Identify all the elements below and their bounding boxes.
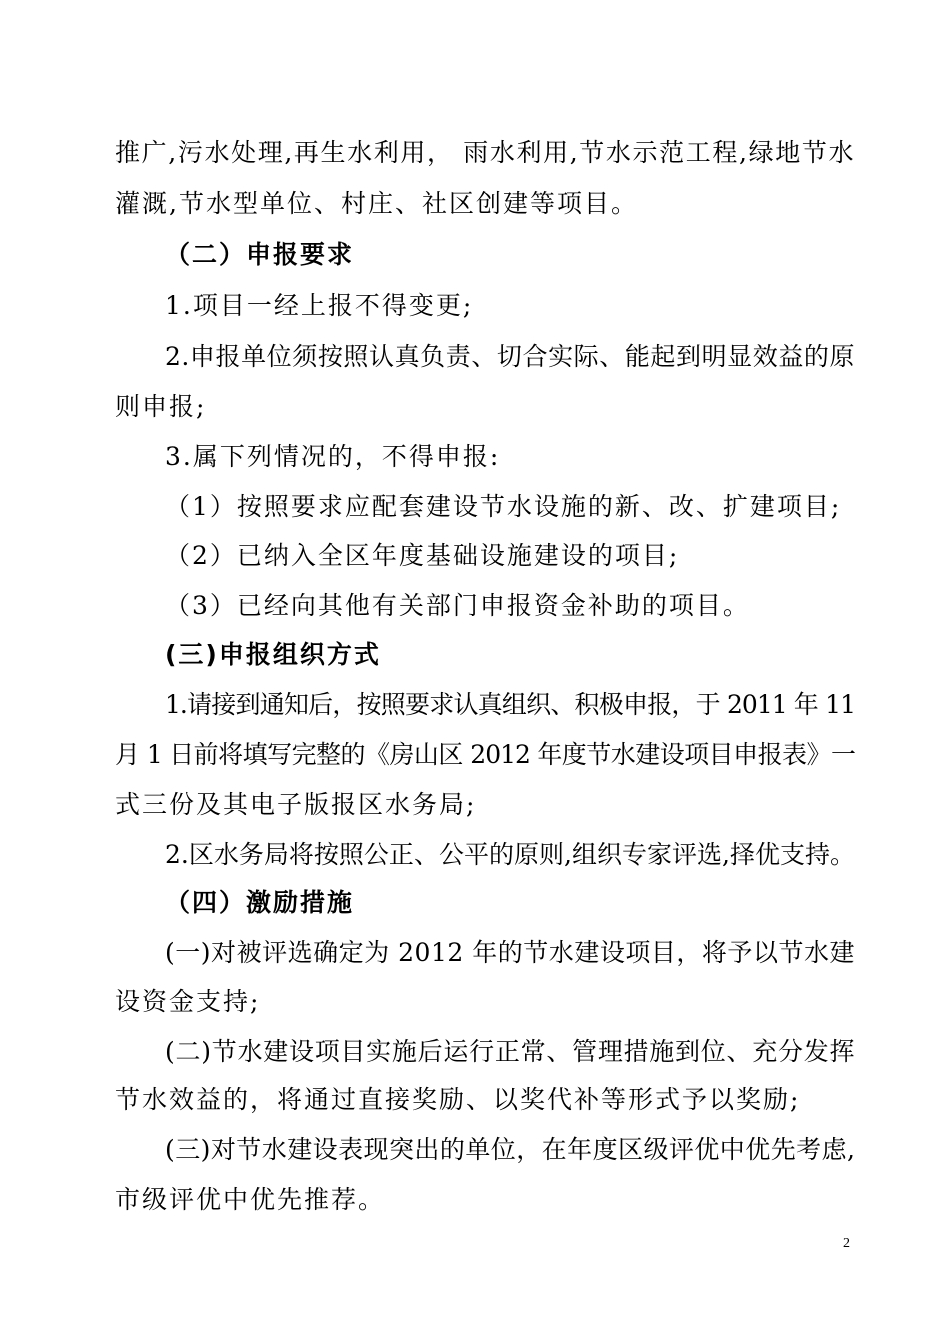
body-line: （1）按照要求应配套建设节水设施的新、改、扩建项目; [165, 492, 842, 521]
body-line: 2.区水务局将按照公正、公平的原则,组织专家评选,择优支持。 [165, 840, 855, 869]
body-line: 则申报; [115, 392, 207, 421]
body-line: （3）已经向其他有关部门申报资金补助的项目。 [165, 591, 750, 620]
body-line: 1.项目一经上报不得变更; [165, 291, 474, 320]
body-line: 设资金支持; [115, 987, 261, 1016]
body-line: (二)节水建设项目实施后运行正常、管理措施到位、充分发挥 [165, 1037, 855, 1066]
body-line: 推广,污水处理,再生水利用， 雨水利用,节水示范工程,绿地节水 [115, 138, 855, 167]
body-line: 市级评优中优先推荐。 [115, 1185, 386, 1214]
body-line: （2）已纳入全区年度基础设施建设的项目; [165, 541, 680, 570]
body-line: (三)对节水建设表现突出的单位，在年度区级评优中优先考虑, [165, 1135, 855, 1164]
body-line: 3.属下列情况的，不得申报: [165, 442, 501, 471]
body-line: 2.申报单位须按照认真负责、切合实际、能起到明显效益的原 [165, 342, 855, 371]
body-line: 1.请接到通知后，按照要求认真组织、积极申报，于 2011 年 11 [165, 690, 855, 719]
body-line: 节水效益的，将通过直接奖励、以奖代补等形式予以奖励; [115, 1085, 801, 1114]
body-line: 灌溉,节水型单位、村庄、社区创建等项目。 [115, 189, 638, 218]
body-line: 式三份及其电子版报区水务局; [115, 790, 477, 819]
body-line: (一)对被评选确定为 2012 年的节水建设项目，将予以节水建 [165, 938, 855, 967]
section-heading: （四）激励措施 [165, 888, 355, 917]
body-line: 月 1 日前将填写完整的《房山区 2012 年度节水建设项目申报表》一 [115, 740, 855, 769]
page-number: 2 [843, 1236, 850, 1251]
section-heading: （二）申报要求 [165, 240, 355, 269]
section-heading: (三)申报组织方式 [165, 640, 381, 669]
